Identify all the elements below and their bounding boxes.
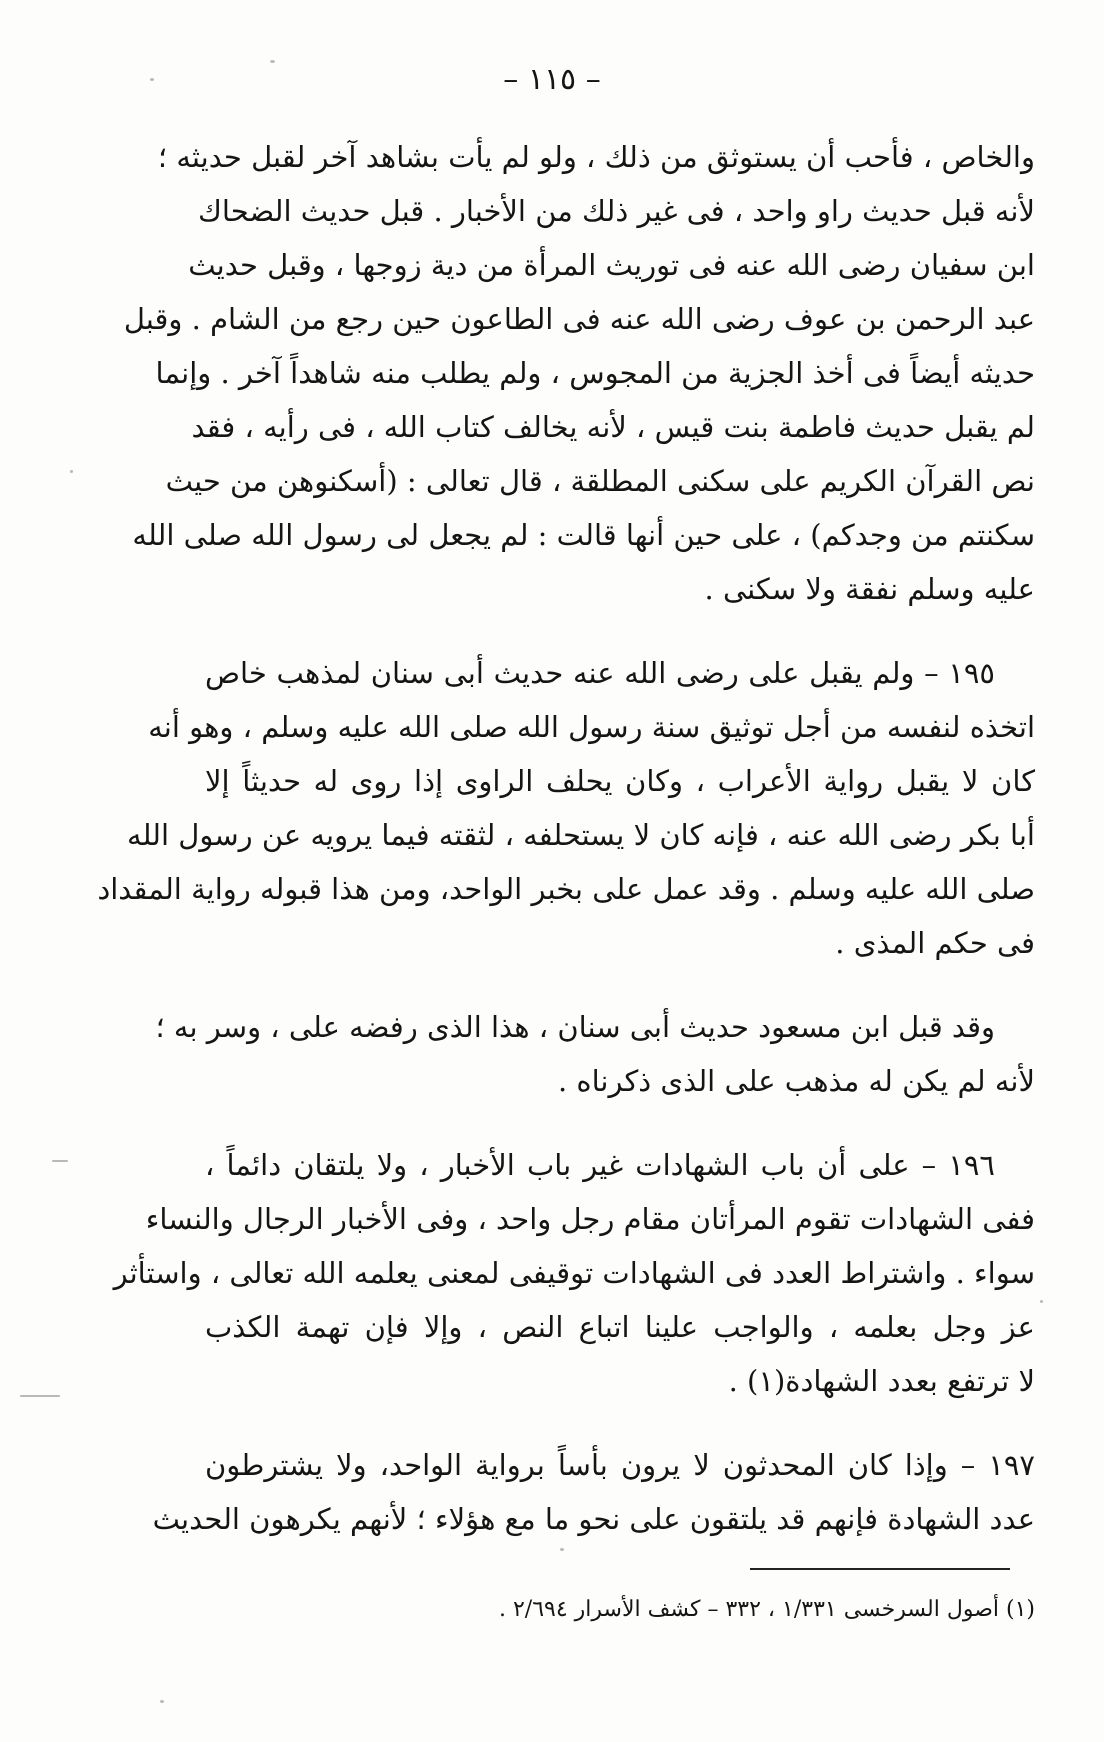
text-line: حديثه أيضاً فى أخذ الجزية من المجوس ، ولم يطلب منه شاهداً آخر . وإنما bbox=[155, 356, 1035, 390]
scan-speck bbox=[52, 1160, 68, 1162]
text-line: أبا بكر رضى الله عنه ، فإنه كان لا يستحلفه ، لثقته فيما يرويه عن رسول الله bbox=[127, 818, 1035, 852]
text-line: نص القرآن الكريم على سكنى المطلقة ، قال تعالى : (أسكنوهن من حيث bbox=[165, 464, 1035, 498]
text-line: والخاص ، فأحب أن يستوثق من ذلك ، ولو لم يأت بشاهد آخر لقبل حديثه ؛ bbox=[157, 140, 1035, 174]
text-line: صلى الله عليه وسلم . وقد عمل على بخبر الواحد، ومن هذا قبوله رواية المقداد bbox=[97, 872, 1035, 906]
text-line: ابن سفيان رضى الله عنه فى توريث المرأة من دية زوجها ، وقبل حديث bbox=[188, 248, 1035, 282]
text-line: عبد الرحمن بن عوف رضى الله عنه فى الطاعون حين رجع من الشام . وقبل bbox=[123, 302, 1035, 336]
text-line: لم يقبل حديث فاطمة بنت قيس ، لأنه يخالف كتاب الله ، فى رأيه ، فقد bbox=[191, 410, 1035, 444]
footnote: (١) أصول السرخسى ١/٣٣١ ، ٣٣٢ – كشف الأسرار ٢/٦٩٤ . bbox=[498, 1597, 1035, 1622]
page-number: – ١١٥ – bbox=[503, 62, 601, 97]
footnote-divider bbox=[750, 1568, 1010, 1570]
scan-speck bbox=[270, 60, 275, 63]
text-line: عليه وسلم نفقة ولا سكنى . bbox=[704, 572, 1035, 606]
scan-speck bbox=[160, 1700, 164, 1703]
text-line: ١٩٧ – وإذا كان المحدثون لا يرون بأساً برواية الواحد، ولا يشترطون bbox=[205, 1448, 1035, 1482]
paragraph bbox=[97, 646, 1035, 970]
scan-speck bbox=[150, 78, 154, 81]
scan-speck bbox=[560, 1548, 564, 1551]
paragraph bbox=[152, 1438, 1035, 1546]
text-line: اتخذه لنفسه من أجل توثيق سنة رسول الله صلى الله عليه وسلم ، وهو أنه bbox=[148, 710, 1035, 744]
scan-speck bbox=[1040, 1300, 1043, 1303]
text-line: وقد قبل ابن مسعود حديث أبى سنان ، هذا الذى رفضه على ، وسر به ؛ bbox=[155, 1010, 995, 1044]
text-line: سكنتم من وجدكم) ، على حين أنها قالت : لم يجعل لى رسول الله صلى الله bbox=[132, 518, 1035, 552]
text-line: ١٩٦ – على أن باب الشهادات غير باب الأخبار ، ولا يلتقان دائماً ، bbox=[205, 1148, 995, 1182]
text-line: ففى الشهادات تقوم المرأتان مقام رجل واحد ، وفى الأخبار الرجال والنساء bbox=[145, 1202, 1035, 1236]
scan-speck bbox=[20, 1395, 60, 1397]
text-line: لأنه لم يكن له مذهب على الذى ذكرناه . bbox=[557, 1064, 1035, 1098]
text-line: كان لا يقبل رواية الأعراب ، وكان يحلف الراوى إذا روى له حديثاً إلا bbox=[205, 764, 1035, 798]
paragraph bbox=[155, 1000, 1035, 1108]
paragraph bbox=[123, 130, 1035, 616]
text-line: لأنه قبل حديث راو واحد ، فى غير ذلك من الأخبار . قبل حديث الضحاك bbox=[198, 194, 1035, 228]
text-line: سواء . واشتراط العدد فى الشهادات توقيفى لمعنى يعلمه الله تعالى ، واستأثر bbox=[113, 1256, 1035, 1290]
text-line: ١٩٥ – ولم يقبل على رضى الله عنه حديث أبى سنان لمذهب خاص bbox=[205, 656, 995, 690]
text-line: عدد الشهادة فإنهم قد يلتقون على نحو ما مع هؤلاء ؛ لأنهم يكرهون الحديث bbox=[152, 1502, 1035, 1536]
text-line: فى حكم المذى . bbox=[835, 926, 1035, 960]
paragraph bbox=[113, 1138, 1035, 1408]
body-text bbox=[97, 130, 1035, 1576]
text-line: لا ترتفع بعدد الشهادة(١) . bbox=[728, 1364, 1035, 1398]
text-line: عز وجل بعلمه ، والواجب علينا اتباع النص ، وإلا فإن تهمة الكذب bbox=[205, 1310, 1035, 1344]
scan-speck bbox=[70, 470, 73, 473]
